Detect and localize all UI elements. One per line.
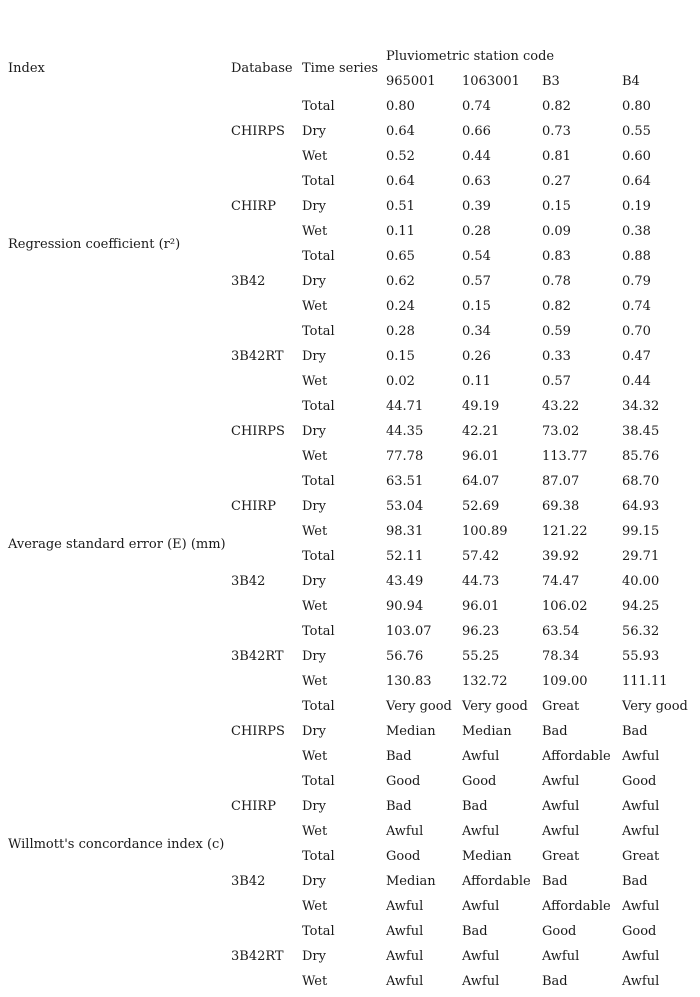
table-cell: 0.70 [622, 324, 651, 339]
table-cell: Great [542, 849, 580, 864]
table-cell: 121.22 [542, 524, 588, 539]
table-cell: Median [462, 724, 512, 739]
time-series-label: Dry [302, 499, 326, 514]
table-cell: 69.38 [542, 499, 580, 514]
table-cell: Awful [386, 824, 424, 839]
table-cell: Affordable [542, 749, 611, 764]
database-label: 3B42 [231, 574, 266, 589]
table-cell: 49.19 [462, 399, 500, 414]
table-cell: Good [622, 774, 657, 789]
table-cell: 0.52 [386, 149, 415, 164]
database-label: CHIRPS [231, 724, 285, 739]
table-cell: Very good [462, 699, 528, 714]
table-cell: 109.00 [542, 674, 588, 689]
table-cell: 0.02 [386, 374, 415, 389]
table-cell: 130.83 [386, 674, 432, 689]
index-label: Regression coefficient (r²) [8, 236, 181, 252]
header-index: Index [8, 61, 45, 76]
header-time-series: Time series [302, 61, 379, 76]
table-cell: Bad [622, 874, 648, 889]
table-cell: 78.34 [542, 649, 580, 664]
time-series-label: Total [302, 699, 335, 714]
table-cell: Awful [622, 799, 660, 814]
table-cell: Awful [622, 949, 660, 964]
table-cell: 0.80 [386, 99, 415, 114]
table-cell: 63.51 [386, 474, 424, 489]
table-cell: 0.27 [542, 174, 571, 189]
table-cell: 44.35 [386, 424, 424, 439]
time-series-label: Dry [302, 874, 326, 889]
table-cell: 0.78 [542, 274, 571, 289]
time-series-label: Wet [302, 449, 328, 464]
table-cell: 132.72 [462, 674, 508, 689]
table-cell: Median [386, 874, 436, 889]
table-cell: 64.93 [622, 499, 660, 514]
table-cell: 0.88 [622, 249, 651, 264]
table-cell: 103.07 [386, 624, 432, 639]
table-cell: 99.15 [622, 524, 660, 539]
time-series-label: Dry [302, 724, 326, 739]
table-cell: 0.82 [542, 99, 571, 114]
table-cell: Bad [462, 799, 488, 814]
table-cell: Great [622, 849, 660, 864]
table-cell: 0.15 [386, 349, 415, 364]
table-cell: 0.28 [462, 224, 491, 239]
header-station-group: Pluviometric station code [386, 49, 555, 64]
table-cell: 0.80 [622, 99, 651, 114]
table-cell: Bad [542, 874, 568, 889]
table-cell: 53.04 [386, 499, 424, 514]
table-cell: 90.94 [386, 599, 424, 614]
time-series-label: Total [302, 924, 335, 939]
table-cell: 111.11 [622, 674, 668, 689]
header-station: 965001 [386, 74, 436, 89]
table-cell: 43.22 [542, 399, 580, 414]
table-cell: 0.09 [542, 224, 571, 239]
table-cell: 56.32 [622, 624, 660, 639]
table-cell: Awful [386, 899, 424, 914]
table-cell: 0.83 [542, 249, 571, 264]
table-cell: 0.51 [386, 199, 415, 214]
database-label: CHIRP [231, 499, 276, 514]
table-cell: 96.01 [462, 599, 500, 614]
table-cell: Awful [462, 749, 500, 764]
table-cell: Awful [622, 749, 660, 764]
database-label: 3B42RT [231, 349, 284, 364]
header-station: 1063001 [462, 74, 520, 89]
table-cell: 0.28 [386, 324, 415, 339]
table-cell: Median [386, 724, 436, 739]
table-cell: 0.11 [462, 374, 491, 389]
table-cell: 0.66 [462, 124, 491, 139]
table-cell: 94.25 [622, 599, 660, 614]
time-series-label: Wet [302, 674, 328, 689]
table-cell: 0.74 [622, 299, 651, 314]
time-series-label: Wet [302, 599, 328, 614]
time-series-label: Dry [302, 574, 326, 589]
table-cell: Awful [462, 824, 500, 839]
index-label: Average standard error (E) (mm) [8, 536, 226, 552]
time-series-label: Total [302, 774, 335, 789]
table-cell: 0.64 [622, 174, 651, 189]
time-series-label: Dry [302, 124, 326, 139]
table-cell: 40.00 [622, 574, 660, 589]
table-cell: 0.33 [542, 349, 571, 364]
table-cell: 0.19 [622, 199, 651, 214]
database-label: CHIRP [231, 799, 276, 814]
table-cell: 77.78 [386, 449, 424, 464]
database-label: 3B42 [231, 874, 266, 889]
time-series-label: Total [302, 174, 335, 189]
time-series-label: Wet [302, 524, 328, 539]
table-cell: Affordable [542, 899, 611, 914]
time-series-label: Total [302, 549, 335, 564]
database-label: CHIRPS [231, 124, 285, 139]
table-cell: Awful [462, 949, 500, 964]
time-series-label: Total [302, 99, 335, 114]
table-cell: 39.92 [542, 549, 580, 564]
table-cell: 0.34 [462, 324, 491, 339]
table-cell: 0.73 [542, 124, 571, 139]
time-series-label: Wet [302, 899, 328, 914]
table-cell: 0.38 [622, 224, 651, 239]
table-cell: 52.69 [462, 499, 500, 514]
time-series-label: Dry [302, 199, 326, 214]
table-cell: 38.45 [622, 424, 660, 439]
table-cell: 0.79 [622, 274, 651, 289]
database-label: CHIRP [231, 199, 276, 214]
time-series-label: Dry [302, 799, 326, 814]
database-label: 3B42RT [231, 949, 284, 964]
table-cell: Awful [622, 974, 660, 989]
table-cell: 74.47 [542, 574, 580, 589]
table-cell: 0.74 [462, 99, 491, 114]
time-series-label: Dry [302, 424, 326, 439]
time-series-label: Total [302, 624, 335, 639]
table-cell: Bad [462, 924, 488, 939]
table-cell: Very good [386, 699, 452, 714]
table-cell: Awful [622, 824, 660, 839]
table-cell: Affordable [462, 874, 531, 889]
time-series-label: Wet [302, 149, 328, 164]
table-cell: Awful [386, 949, 424, 964]
table-cell: 96.23 [462, 624, 500, 639]
header-database: Database [231, 61, 293, 76]
table-cell: 0.81 [542, 149, 571, 164]
table-cell: 0.44 [462, 149, 491, 164]
table-cell: 0.44 [622, 374, 651, 389]
table-cell: 44.71 [386, 399, 424, 414]
time-series-label: Total [302, 849, 335, 864]
table-cell: 96.01 [462, 449, 500, 464]
table-cell: 56.76 [386, 649, 424, 664]
table-cell: 73.02 [542, 424, 580, 439]
table-cell: 63.54 [542, 624, 580, 639]
table-cell: 42.21 [462, 424, 500, 439]
table-cell: 85.76 [622, 449, 660, 464]
table-cell: 0.55 [622, 124, 651, 139]
time-series-label: Total [302, 249, 335, 264]
table-cell: 0.24 [386, 299, 415, 314]
time-series-label: Wet [302, 824, 328, 839]
database-label: CHIRPS [231, 424, 285, 439]
table-cell: 0.54 [462, 249, 491, 264]
table-cell: Good [386, 849, 421, 864]
table-cell: 0.15 [542, 199, 571, 214]
table-cell: 0.64 [386, 124, 415, 139]
table-cell: Awful [462, 899, 500, 914]
table-cell: 57.42 [462, 549, 500, 564]
table-cell: 0.11 [386, 224, 415, 239]
table-cell: 98.31 [386, 524, 424, 539]
table-cell: 43.49 [386, 574, 424, 589]
table-cell: 68.70 [622, 474, 660, 489]
table-cell: Awful [622, 899, 660, 914]
time-series-label: Dry [302, 649, 326, 664]
table-cell: 0.62 [386, 274, 415, 289]
table-cell: 34.32 [622, 399, 660, 414]
table-cell: Awful [542, 949, 580, 964]
table-cell: 0.64 [386, 174, 415, 189]
time-series-label: Wet [302, 374, 328, 389]
table-cell: 0.15 [462, 299, 491, 314]
table-cell: 113.77 [542, 449, 588, 464]
index-label: Willmott's concordance index (c) [8, 836, 225, 852]
table-cell: 0.59 [542, 324, 571, 339]
table-cell: 100.89 [462, 524, 508, 539]
table-cell: Bad [386, 799, 412, 814]
table-cell: Awful [542, 824, 580, 839]
table-cell: 0.65 [386, 249, 415, 264]
time-series-label: Dry [302, 274, 326, 289]
table-cell: 0.82 [542, 299, 571, 314]
table-cell: Good [462, 774, 497, 789]
time-series-label: Wet [302, 299, 328, 314]
table-cell: Awful [542, 799, 580, 814]
table-cell: 55.25 [462, 649, 500, 664]
time-series-label: Dry [302, 949, 326, 964]
table-cell: Good [386, 774, 421, 789]
table-cell: Awful [386, 974, 424, 989]
time-series-label: Wet [302, 224, 328, 239]
table-cell: 87.07 [542, 474, 580, 489]
time-series-label: Wet [302, 974, 328, 989]
time-series-label: Dry [302, 349, 326, 364]
table-cell: 55.93 [622, 649, 660, 664]
table-cell: 0.60 [622, 149, 651, 164]
table-cell: Bad [542, 724, 568, 739]
table-cell: 64.07 [462, 474, 500, 489]
table-cell: 106.02 [542, 599, 588, 614]
time-series-label: Wet [302, 749, 328, 764]
table-cell: 44.73 [462, 574, 500, 589]
table-cell: 52.11 [386, 549, 424, 564]
time-series-label: Total [302, 474, 335, 489]
table-cell: Bad [542, 974, 568, 989]
table-cell: Bad [622, 724, 648, 739]
time-series-label: Total [302, 399, 335, 414]
table-cell: 0.39 [462, 199, 491, 214]
database-label: 3B42 [231, 274, 266, 289]
table-cell: Great [542, 699, 580, 714]
table-cell: Good [622, 924, 657, 939]
table-cell: 0.63 [462, 174, 491, 189]
table-cell: 29.71 [622, 549, 660, 564]
table-cell: 0.57 [542, 374, 571, 389]
table-cell: 0.47 [622, 349, 651, 364]
table-cell: 0.26 [462, 349, 491, 364]
table-cell: Awful [462, 974, 500, 989]
table-cell: Bad [386, 749, 412, 764]
table-cell: Awful [386, 924, 424, 939]
table-cell: Median [462, 849, 512, 864]
table-cell: Awful [542, 774, 580, 789]
table-cell: 0.57 [462, 274, 491, 289]
table-cell: Good [542, 924, 577, 939]
database-label: 3B42RT [231, 649, 284, 664]
header-station: B3 [542, 74, 560, 89]
table-cell: Very good [622, 699, 688, 714]
header-station: B4 [622, 74, 640, 89]
time-series-label: Total [302, 324, 335, 339]
